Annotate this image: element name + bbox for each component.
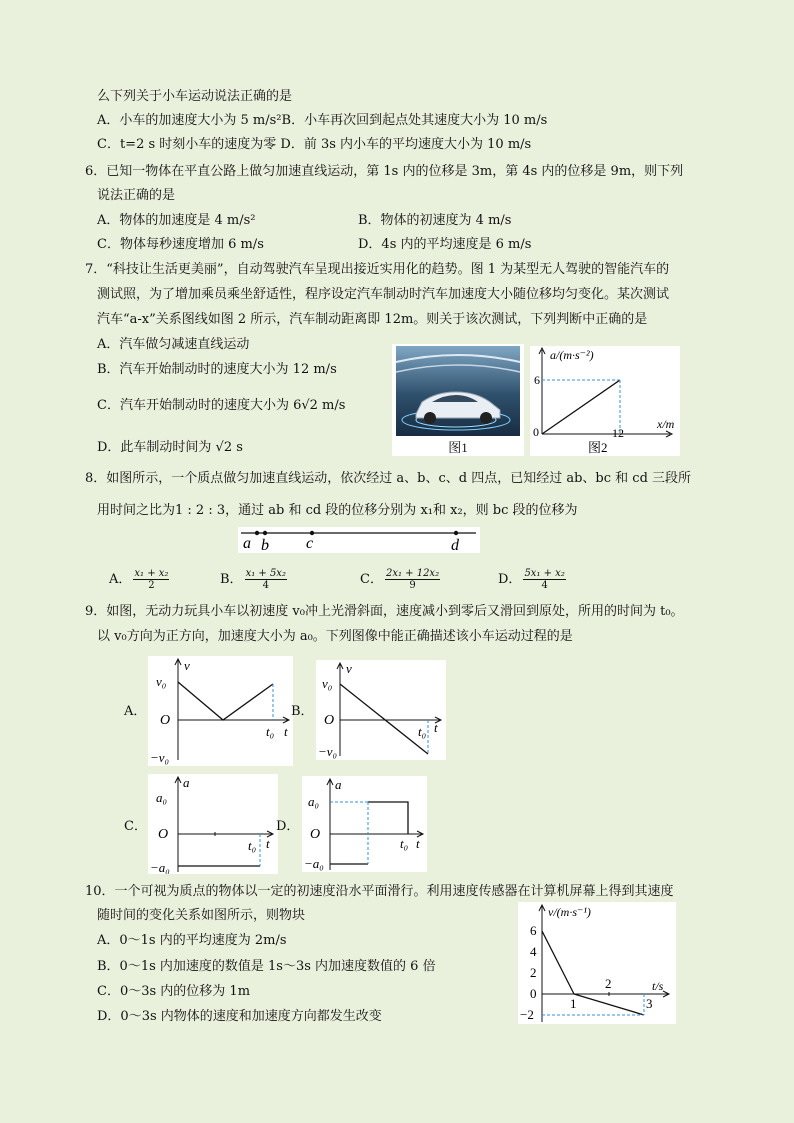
q6-option-b: B．物体的初速度为 4 m/s [358, 213, 512, 228]
svg-text:a₀: a₀ [156, 790, 168, 805]
q8-a-denominator: 2 [148, 580, 155, 591]
q8-option-a: A． $\frac{\text{x₁ + x₂}}{2}$ [109, 568, 169, 591]
q9a-v-line [178, 682, 273, 720]
q9b-v-line [340, 684, 428, 754]
svg-text:t₀: t₀ [248, 838, 257, 853]
svg-text:t: t [416, 836, 420, 851]
svg-text:2: 2 [530, 965, 537, 980]
q10-segment-1 [542, 931, 574, 994]
fig2-y-tick: 6 [534, 373, 540, 387]
q8-stem-2: 用时间之比为1 : 2 : 3，通过 ab 和 cd 段的位移分别为 x₁和 x₂，则 bc 段的位移为 [97, 503, 578, 518]
svg-text:t₀: t₀ [418, 724, 427, 739]
fig2-x-tick: 12 [612, 426, 624, 440]
q8-points-figure [238, 527, 480, 553]
car-photo [392, 344, 524, 456]
fig2-data-line [542, 380, 620, 434]
svg-text:−v₀: −v₀ [150, 750, 170, 765]
fig2-origin: 0 [533, 425, 539, 439]
q9-label-d: D． [276, 819, 300, 834]
svg-text:2: 2 [605, 976, 612, 991]
svg-text:4: 4 [530, 944, 537, 959]
svg-text:v: v [184, 658, 190, 673]
q7-stem-3: 汽车“a-x”关系图线如图 2 所示，汽车制动距离即 12m。则关于该次测试，下列判断中正确的是 [97, 312, 648, 327]
q10-vt-graph [518, 902, 676, 1024]
q5-options-cd: C．t=2 s 时刻小车的速度为零 D．前 3s 内小车的平均速度大小为 10 m/s [97, 137, 532, 152]
q10-stem-1: 10．一个可视为质点的物体以一定的初速度沿水平面滑行。利用速度传感器在计算机屏幕上得到其速度 [85, 884, 674, 899]
q8-option-c: C． $\frac{\text{2x₁ + 12x₂}}{9}$ [360, 568, 440, 591]
q9-graph-c [148, 774, 278, 874]
q10-segment-2 [574, 994, 644, 1015]
point-b-dot [263, 531, 267, 535]
q9-label-c: C． [124, 819, 147, 834]
q6-option-a: A．物体的加速度是 4 m/s² [97, 213, 256, 228]
q9-label-a: A． [124, 704, 147, 719]
q6-option-c: C．物体每秒速度增加 6 m/s [97, 237, 264, 252]
svg-text:v₀: v₀ [156, 674, 167, 689]
q10-option-b: B．0～1s 内加速度的数值是 1s～3s 内加速度数值的 6 倍 [97, 959, 436, 974]
q7-option-a: A．汽车做匀减速直线运动 [97, 337, 250, 352]
svg-text:v: v [346, 661, 352, 676]
svg-text:t₀: t₀ [266, 724, 275, 739]
fig2-xlabel: x/m [657, 417, 675, 431]
svg-text:−a₀: −a₀ [150, 860, 170, 874]
q8-c-numerator: 2x₁ + 12x₂ [385, 568, 440, 579]
q7-option-b: B．汽车开始制动时的速度大小为 12 m/s [97, 362, 337, 377]
q7-stem-2: 测试照，为了增加乘员乘坐舒适性，程序设定汽车制动时汽车加速度大小随位移均匀变化。某次测试 [97, 287, 670, 302]
svg-text:O: O [158, 827, 169, 842]
q8-d-denominator: 4 [541, 580, 548, 591]
q8-option-d: D． $\frac{\text{5x₁ + x₂}}{4}$ [498, 568, 565, 591]
q6-option-d: D．4s 内的平均速度是 6 m/s [358, 237, 532, 252]
q7-stem-1: 7．“科技让生活更美丽”，自动驾驶汽车呈现出接近实用化的趋势。图 1 为某型无人驾驶的智能汽车的 [85, 262, 670, 277]
q9-graph-b [316, 660, 446, 760]
q10-xlabel: t/s [652, 979, 664, 993]
q8-c-denominator: 9 [409, 580, 416, 591]
svg-text:O: O [324, 713, 335, 728]
point-a-label: a [243, 535, 251, 552]
q6-stem-1: 6．已知一物体在平直公路上做匀加速直线运动，第 1s 内的位移是 3m，第 4s 内的位移是 9m，则下列 [85, 164, 684, 179]
q9-stem-1: 9．如图，无动力玩具小车以初速度 v₀冲上光滑斜面，速度减小到零后又滑回到原处，所用的时间为 t₀。 [85, 604, 684, 619]
svg-text:t: t [266, 836, 270, 851]
q7-option-c: C．汽车开始制动时的速度大小为 6√2 m/s [97, 398, 346, 413]
q9-graph-d [302, 776, 427, 872]
q8-b-numerator: x₁ + 5x₂ [245, 568, 286, 579]
q8-d-numerator: 5x₁ + x₂ [524, 568, 565, 579]
svg-text:v₀: v₀ [322, 676, 333, 691]
svg-text:a: a [335, 777, 342, 792]
svg-text:−2: −2 [520, 1007, 534, 1022]
q8-b-denominator: 4 [262, 580, 269, 591]
svg-text:−v₀: −v₀ [318, 744, 338, 759]
q6-stem-2: 说法正确的是 [97, 188, 176, 203]
svg-text:3: 3 [646, 996, 653, 1011]
q7-fig1-caption: 图1 [448, 440, 468, 455]
q8-stem-1: 8．如图所示，一个质点做匀加速直线运动，依次经过 a、b、c、d 四点，已知经过 ab、bc 和 cd 三段所 [85, 471, 692, 486]
svg-text:a: a [183, 775, 190, 790]
q5-options-ab: A．小车的加速度大小为 5 m/s²B．小车再次回到起点处其速度大小为 10 m/s [97, 113, 548, 128]
q10-stem-2: 随时间的变化关系如图所示，则物块 [97, 908, 306, 923]
q9-stem-2: 以 v₀方向为正方向，加速度大小为 a₀。下列图像中能正确描述该小车运动过程的是 [97, 629, 573, 644]
q8-option-b: B． $\frac{\text{x₁ + 5x₂}}{4}$ [220, 568, 286, 591]
svg-text:0: 0 [530, 986, 537, 1001]
q10-option-d: D．0～3s 内物体的速度和加速度方向都发生改变 [97, 1009, 382, 1024]
q10-ylabel: v/(m·s⁻¹) [548, 905, 591, 919]
point-a-dot [255, 531, 259, 535]
fig2-ylabel: a/(m·s⁻²) [550, 348, 594, 362]
svg-text:O: O [310, 827, 321, 842]
q9d-a-line-2 [368, 802, 408, 834]
point-d-label: d [451, 537, 459, 553]
point-d-dot [454, 531, 458, 535]
svg-text:a₀: a₀ [308, 794, 320, 809]
svg-text:−a₀: −a₀ [304, 856, 324, 871]
q5-stem: 么下列关于小车运动说法正确的是 [97, 89, 293, 104]
svg-text:1: 1 [570, 996, 577, 1011]
svg-text:6: 6 [530, 923, 537, 938]
svg-text:t₀: t₀ [400, 836, 409, 851]
svg-text:t: t [434, 720, 438, 735]
q7-option-d: D．此车制动时间为 √2 s [97, 440, 243, 455]
q9-graph-a [148, 656, 293, 766]
point-c-label: c [306, 535, 314, 552]
q7-figure1 [392, 344, 524, 456]
q8-a-numerator: x₁ + x₂ [134, 568, 169, 579]
q7-fig2-caption: 图2 [588, 440, 608, 455]
q10-option-a: A．0～1s 内的平均速度为 2m/s [97, 933, 287, 948]
q9-label-b: B． [291, 704, 314, 719]
q10-option-c: C．0～3s 内的位移为 1m [97, 984, 251, 999]
point-b-label: b [261, 537, 269, 553]
q7-figure2 [530, 346, 680, 456]
svg-text:O: O [160, 713, 171, 728]
svg-text:t: t [284, 724, 288, 739]
